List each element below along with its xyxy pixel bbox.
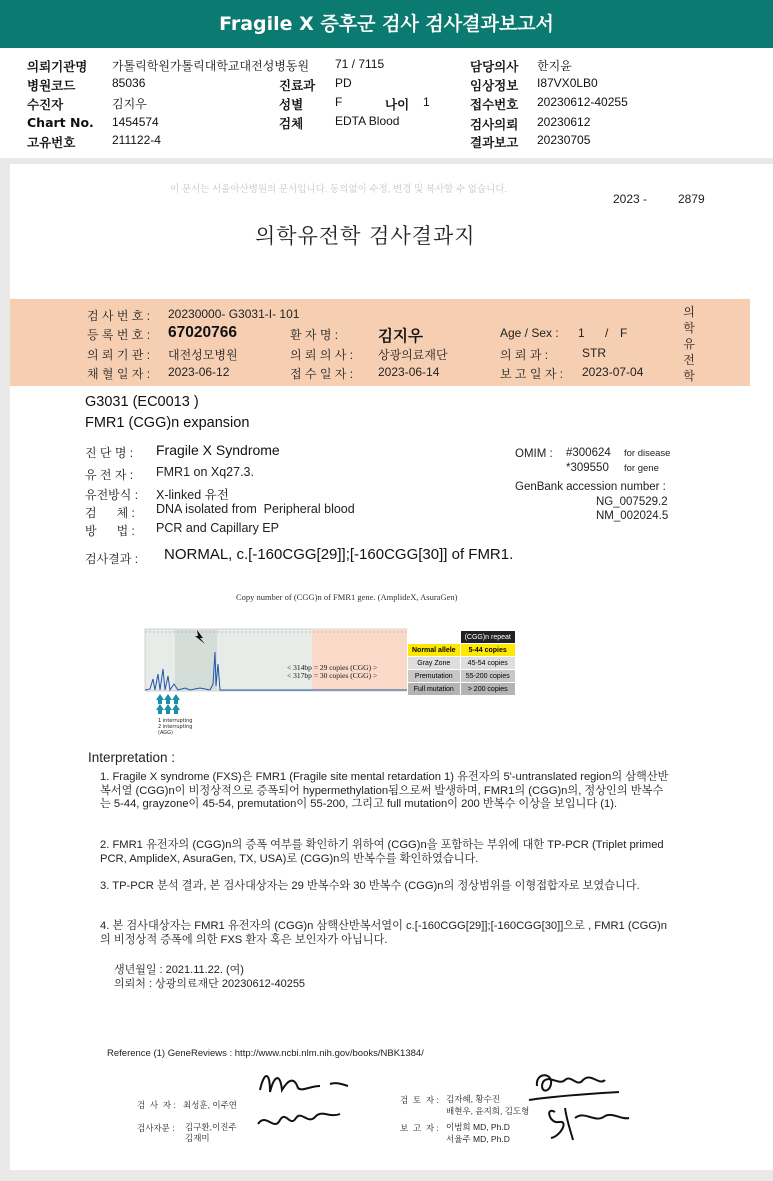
result-value: NORMAL, c.[-160CGG[29]];[-160CGG[30]] of FMR1. [164,546,514,563]
peak-label-29: < 314bp = 29 copies (CGG) > [287,663,378,672]
interpretation-item-2: 2. FMR1 유전자의 (CGG)n의 증폭 여부를 확인하기 위하여 (CGG)n을 포함하는 부위에 대한 TP-PCR (Triplet primed PCR, AmplideX, AsuraGen, TX, USA)로 (CGG)n의 반복수를 확인하였습니다. [100,839,664,865]
omim-disease-id: #300624 [566,447,611,459]
omim-gene-id: *309550 [566,462,609,474]
institution-value: 가톨릭학원가톨릭대학교대전성병동원 [112,59,310,73]
reference-line: Reference (1) GeneReviews : http://www.ncbi.nlm.nih.gov/books/NBK1384/ [107,1048,424,1059]
repeat-table-header: (CGG)n repeat [460,631,515,644]
sex-value: F [335,95,343,109]
chart-no-value: 1454574 [112,115,159,129]
lab-doctor-label: 검사자문 : [137,1123,175,1133]
request-date-value: 20230612 [537,115,591,129]
req-inst-label: 의 뢰 기 관 : [87,348,151,362]
patient-value: 김지우 [112,97,147,111]
gene-label: 유 전 자 : [85,468,134,482]
interrupt-label-1: 1 interrupting [158,718,193,724]
side-vertical-label: 의학유전학 [683,305,695,383]
req-dept-label: 의 뢰 과 : [500,348,549,362]
reporter-value-1: 이범희 MD, Ph.D [446,1122,510,1132]
genbank-accession-1: NG_007529.2 [596,496,668,508]
receipt-label: 접수번호 [470,97,519,112]
chart-no-label: Chart No. [27,115,94,130]
method-label: 방 법 : [85,524,135,538]
inheritance-value: X-linked 유전 [156,488,229,502]
sex-label: 성별 [279,97,304,112]
result-date-value: 20230705 [537,133,591,147]
clinical-info-value: I87VX0LB0 [537,76,598,90]
result-label: 검사결과 : [85,552,139,566]
interrupt-label-3: (AGG) [158,730,173,736]
reg-no-label: 등 록 번 호 : [87,328,151,342]
receive-date-value: 2023-06-14 [378,365,440,379]
patient-name-label: 환 자 명 : [290,328,339,342]
table-row: Normal allele 5-44 copies [408,644,516,657]
unique-no-label: 고유번호 [27,135,76,150]
receive-date-label: 접 수 일 자 : [290,367,354,381]
figure-caption: Copy number of (CGG)n of FMR1 gene. (AmplideX, AsuraGen) [236,592,458,602]
specimen-value: EDTA Blood [335,114,400,128]
req-inst-value: 대전성모병원 [168,348,238,362]
ward-value: 71 / 7115 [335,57,385,71]
watermark-text: 이 문서는 서울아산병원의 문서입니다. 동의없이 수정, 변경 및 복사할 수 없습니다. [170,184,508,195]
test-name: FMR1 (CGG)n expansion [85,415,250,431]
clinical-info-label: 임상정보 [470,78,519,93]
diagnosis-value: Fragile X Syndrome [156,442,280,458]
age-sex-label: Age / Sex : [500,326,559,340]
receipt-value: 20230612-40255 [537,95,628,109]
omim-label: OMIM : [515,448,553,460]
tester-value: 최성훈, 이주연 [183,1100,237,1110]
req-doctor-label: 의 뢰 의 사 : [290,348,354,362]
doc-number-year: 2023 - [613,192,648,206]
omim-disease-note: for disease [624,448,671,459]
report-info-panel [0,48,773,158]
reviewer-label: 검 토 자 : [400,1095,439,1105]
department-value: PD [335,76,352,90]
result-date-label: 결과보고 [470,135,519,150]
interpretation-item-3: 3. TP-PCR 분석 결과, 본 검사대상자는 29 반복수와 30 반복수 (CGG)n의 정상범위를 이형접합자로 보였습니다. [100,880,640,892]
institution-label: 의뢰기관명 [27,59,88,74]
interrupt-label-2: 2 interrupting [158,724,193,730]
tester-label: 검 사 자 : [137,1100,176,1110]
hospital-code-value: 85036 [112,76,146,90]
interpretation-item-1: 1. Fragile X syndrome (FXS)은 FMR1 (Fragile site mental retardation 1) 유전자의 5'-untranslated region의 삼핵산반복서열 (CGG)n이 비정상적으로 증폭되어 hypermethylation됨으로써 발생하며, FMR1의 (CGG)n의, 정상인의 반복수는 5-44, grayzone이 45-54, premutation이 55-200, 그리고 full mutation이 200 반복수 이상을 보입니다 (1). [100,771,669,811]
req-doctor-value: 상광의료재단 [378,348,448,362]
hospital-code-label: 병원코드 [27,78,76,93]
test-code: G3031 (EC0013 ) [85,394,199,410]
table-row: Full mutation > 200 copies [408,683,516,696]
genbank-label: GenBank accession number : [515,481,666,493]
reporter-label: 보 고 자 : [400,1123,439,1133]
report-date-value: 2023-07-04 [582,365,644,379]
interpretation-title: Interpretation : [88,750,176,765]
peak-label-30: < 317bp = 30 copies (CGG) > [287,671,378,680]
doctor-label: 담당의사 [470,59,519,74]
genbank-accession-2: NM_002024.5 [596,510,669,522]
req-dept-value: STR [582,346,606,360]
gene-value: FMR1 on Xq27.3. [156,465,254,479]
method-value: PCR and Capillary EP [156,521,279,535]
report-title-bar: Fragile X 증후군 검사 검사결과보고서 [0,0,773,48]
test-no-value: 20230000- G3031-I- 101 [168,307,300,321]
doctor-value: 한지윤 [537,59,572,73]
age-sex-slash: / [605,326,609,340]
department-label: 진료과 [279,78,316,93]
specimen-doc-label: 검 체 : [85,506,135,520]
birth-date-line: 생년월일 : 2021.11.22. (여) [114,964,244,976]
reporter-value-2: 서율주 MD, Ph.D [446,1134,510,1144]
scanned-report-page [10,164,773,1170]
cgg-repeat-range-table [407,630,516,696]
collect-date-label: 채 혈 일 자 : [87,367,151,381]
lab-doctor-value-2: 김재미 [185,1133,210,1143]
table-row: Gray Zone 45-54 copies [408,657,516,670]
requester-line: 의뢰처 : 상광의료재단 20230612-40255 [114,978,306,990]
unique-no-value: 211122-4 [112,133,161,147]
specimen-label: 검체 [279,116,304,131]
table-row: Premutation 55-200 copies [408,670,516,683]
test-no-label: 검 사 번 호 : [87,309,151,323]
inheritance-label: 유전방식 : [85,488,139,502]
reg-no-value: 67020766 [168,324,237,341]
age-sex-sex: F [620,326,628,340]
doc-number: 2879 [678,192,705,206]
reviewer-value-2: 배현우, 윤지희, 김도형 [446,1106,530,1116]
age-label: 나이 [385,97,410,112]
agg-interruption-arrows [156,694,180,714]
specimen-doc-value: DNA isolated from Peripheral blood [156,502,355,516]
age-sex-age: 1 [578,326,585,340]
request-date-label: 검사의뢰 [470,117,519,132]
report-date-label: 보 고 일 자 : [500,367,564,381]
interpretation-item-4: 4. 본 검사대상자는 FMR1 유전자의 (CGG)n 삼핵산반복서열이 c.[-160CGG[29]];[-160CGG[30]]으로 , FMR1 (CGG)n의 비정상적 증폭에 의한 FXS 환자 혹은 보인자가 아닙니다. [100,920,668,946]
doc-title: 의학유전학 검사결과지 [255,224,476,248]
patient-name-value: 김지우 [378,328,423,345]
reviewer-signature [525,1062,635,1144]
age-value: 1 [423,95,430,109]
reviewer-value-1: 김자혜, 황수진 [446,1094,500,1104]
lab-doctor-value-1: 김구환,이진주 [185,1122,237,1132]
collect-date-value: 2023-06-12 [168,365,230,379]
omim-gene-note: for gene [624,463,659,474]
patient-label: 수진자 [27,97,64,112]
tester-signature [250,1062,360,1142]
diagnosis-label: 진 단 명 : [85,446,134,460]
